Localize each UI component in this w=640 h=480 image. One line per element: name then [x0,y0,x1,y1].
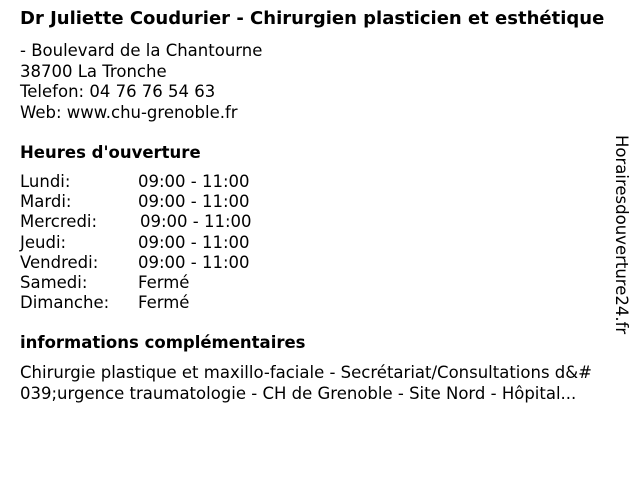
additional-info-heading: informations complémentaires [20,333,306,353]
website-link: Web: www.chu-grenoble.fr [20,102,238,122]
hours-day-label: Mardi: [20,192,72,212]
hours-time: Fermé [138,273,190,293]
brand-watermark: Horairesdouverture24.fr [612,135,631,335]
hours-time: 09:00 - 11:00 [138,232,250,252]
page-title: Dr Juliette Coudurier - Chirurgien plasticien et esthétique [20,8,605,29]
hours-row-monday [20,172,616,192]
hours-day-label: Jeudi: [20,232,67,252]
address-city: 38700 La Tronche [20,61,167,81]
info-line: Chirurgie plastique et maxillo-faciale - Secrétariat/Consultations d&# [20,363,592,383]
additional-info-text [20,363,620,404]
hours-row-tuesday [20,192,616,212]
address-street: - Boulevard de la Chantourne [20,41,263,60]
hours-day-label: Dimanche: [20,293,110,313]
hours-time: 09:00 - 11:00 [138,192,250,212]
hours-row-sunday [20,293,616,313]
hours-time: 09:00 - 11:00 [140,212,252,232]
phone-number: Telefon: 04 76 76 54 63 [20,82,216,101]
listing-card [20,8,616,404]
info-line: 039;urgence traumatologie - CH de Grenoble - Site Nord - Hôpital... [20,383,577,403]
address-block [20,41,616,123]
hours-row-wednesday [20,212,616,232]
hours-day-label: Samedi: [20,273,88,293]
opening-hours-heading: Heures d'ouverture [20,143,201,162]
hours-row-thursday [20,233,616,253]
hours-time: 09:00 - 11:00 [138,252,250,272]
hours-time: 09:00 - 11:00 [138,172,250,191]
hours-time: Fermé [138,293,190,313]
hours-row-saturday [20,273,616,293]
hours-day-label: Lundi: [20,172,71,191]
opening-hours-table [20,172,616,313]
hours-day-label: Mercredi: [20,212,98,232]
hours-row-friday [20,253,616,273]
hours-day-label: Vendredi: [20,252,99,272]
